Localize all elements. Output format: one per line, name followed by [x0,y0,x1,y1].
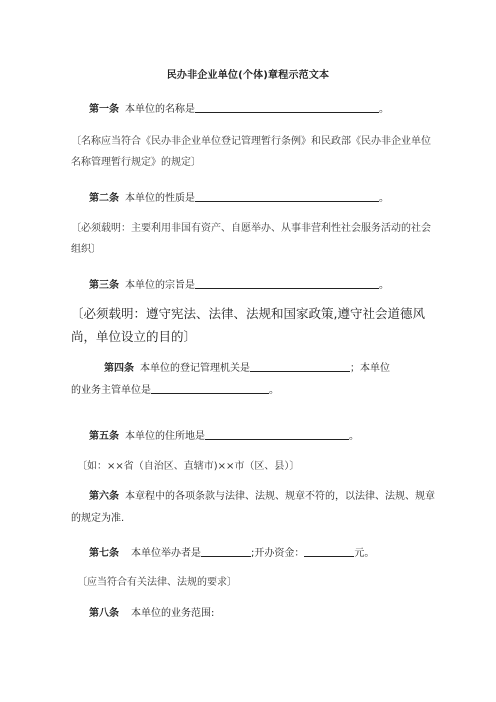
article-7 [89,545,374,561]
article-2 [89,190,389,206]
article-1-blank[interactable] [195,101,379,113]
article-3-text: 本单位的宗旨是 [125,280,195,291]
article-5-text: 本单位的住所地是 [125,431,205,442]
article-8 [89,607,214,621]
article-4-text-2: 的业务主管单位是 [71,385,151,396]
article-7-label: 第七条 [89,548,119,559]
article-7-blank-1[interactable] [201,545,251,557]
article-1-label: 第一条 [89,104,119,115]
article-2-text: 本单位的性质是 [125,193,195,204]
article-5-note: 〔如：××省（自治区、直辖市)××市（区、县）〕 [77,461,300,472]
article-3-end: 。 [379,280,389,291]
article-3 [89,277,389,293]
article-8-label: 第八条 [89,608,119,619]
document-title: 民办非企业单位(个体)章程示范文本 [166,70,330,81]
article-6-text: 本章程中的各项条款与法律、法规、规章不符的，以法律、法规、规章的规定为准. [71,491,435,524]
article-4-mid: ；本单位 [350,363,390,374]
article-5-blank[interactable] [205,428,349,440]
article-7-end: 元。 [354,548,375,559]
article-5-label: 第五条 [89,431,119,442]
article-6 [71,486,443,530]
article-4-blank-2[interactable] [151,382,269,394]
article-4-text-1: 本单位的登记管理机关是 [140,363,250,374]
article-3-note: 〔必须载明：遵守宪法、法律、法规和国家政策,遵守社会道德风尚，单位设立的目的〕 [71,306,425,344]
article-2-note: 〔必须载明：主要利用非国有资产、自愿举办、从事非营利性社会服务活动的社会组织〕 [71,223,431,255]
article-4-blank-1[interactable] [250,360,350,372]
article-7-mid: ;开办资金： [251,548,305,559]
article-3-blank[interactable] [195,277,379,289]
article-4 [71,358,443,402]
article-2-blank[interactable] [195,190,379,202]
article-2-end: 。 [379,193,389,204]
article-1-note: 〔名称应当符合《民办非企业单位登记管理暂行条例》和民政部《民办非企业单位名称管理暂行规定》的规定〕 [71,136,431,168]
article-7-blank-2[interactable] [304,545,354,557]
article-4-end: 。 [269,385,279,396]
article-1 [89,101,389,117]
article-1-end: 。 [379,104,389,115]
article-6-label: 第六条 [89,491,119,502]
article-4-label: 第四条 [104,363,134,374]
article-7-note: 〔应当符合有关法律、法规的要求〕 [77,577,237,588]
article-3-label: 第三条 [89,280,119,291]
article-5 [89,428,359,444]
article-1-text: 本单位的名称是 [125,104,195,115]
article-8-text: 本单位的业务范围: [131,608,215,619]
article-7-text: 本单位举办者是 [131,548,201,559]
article-2-label: 第二条 [89,193,119,204]
article-5-end: 。 [349,431,359,442]
